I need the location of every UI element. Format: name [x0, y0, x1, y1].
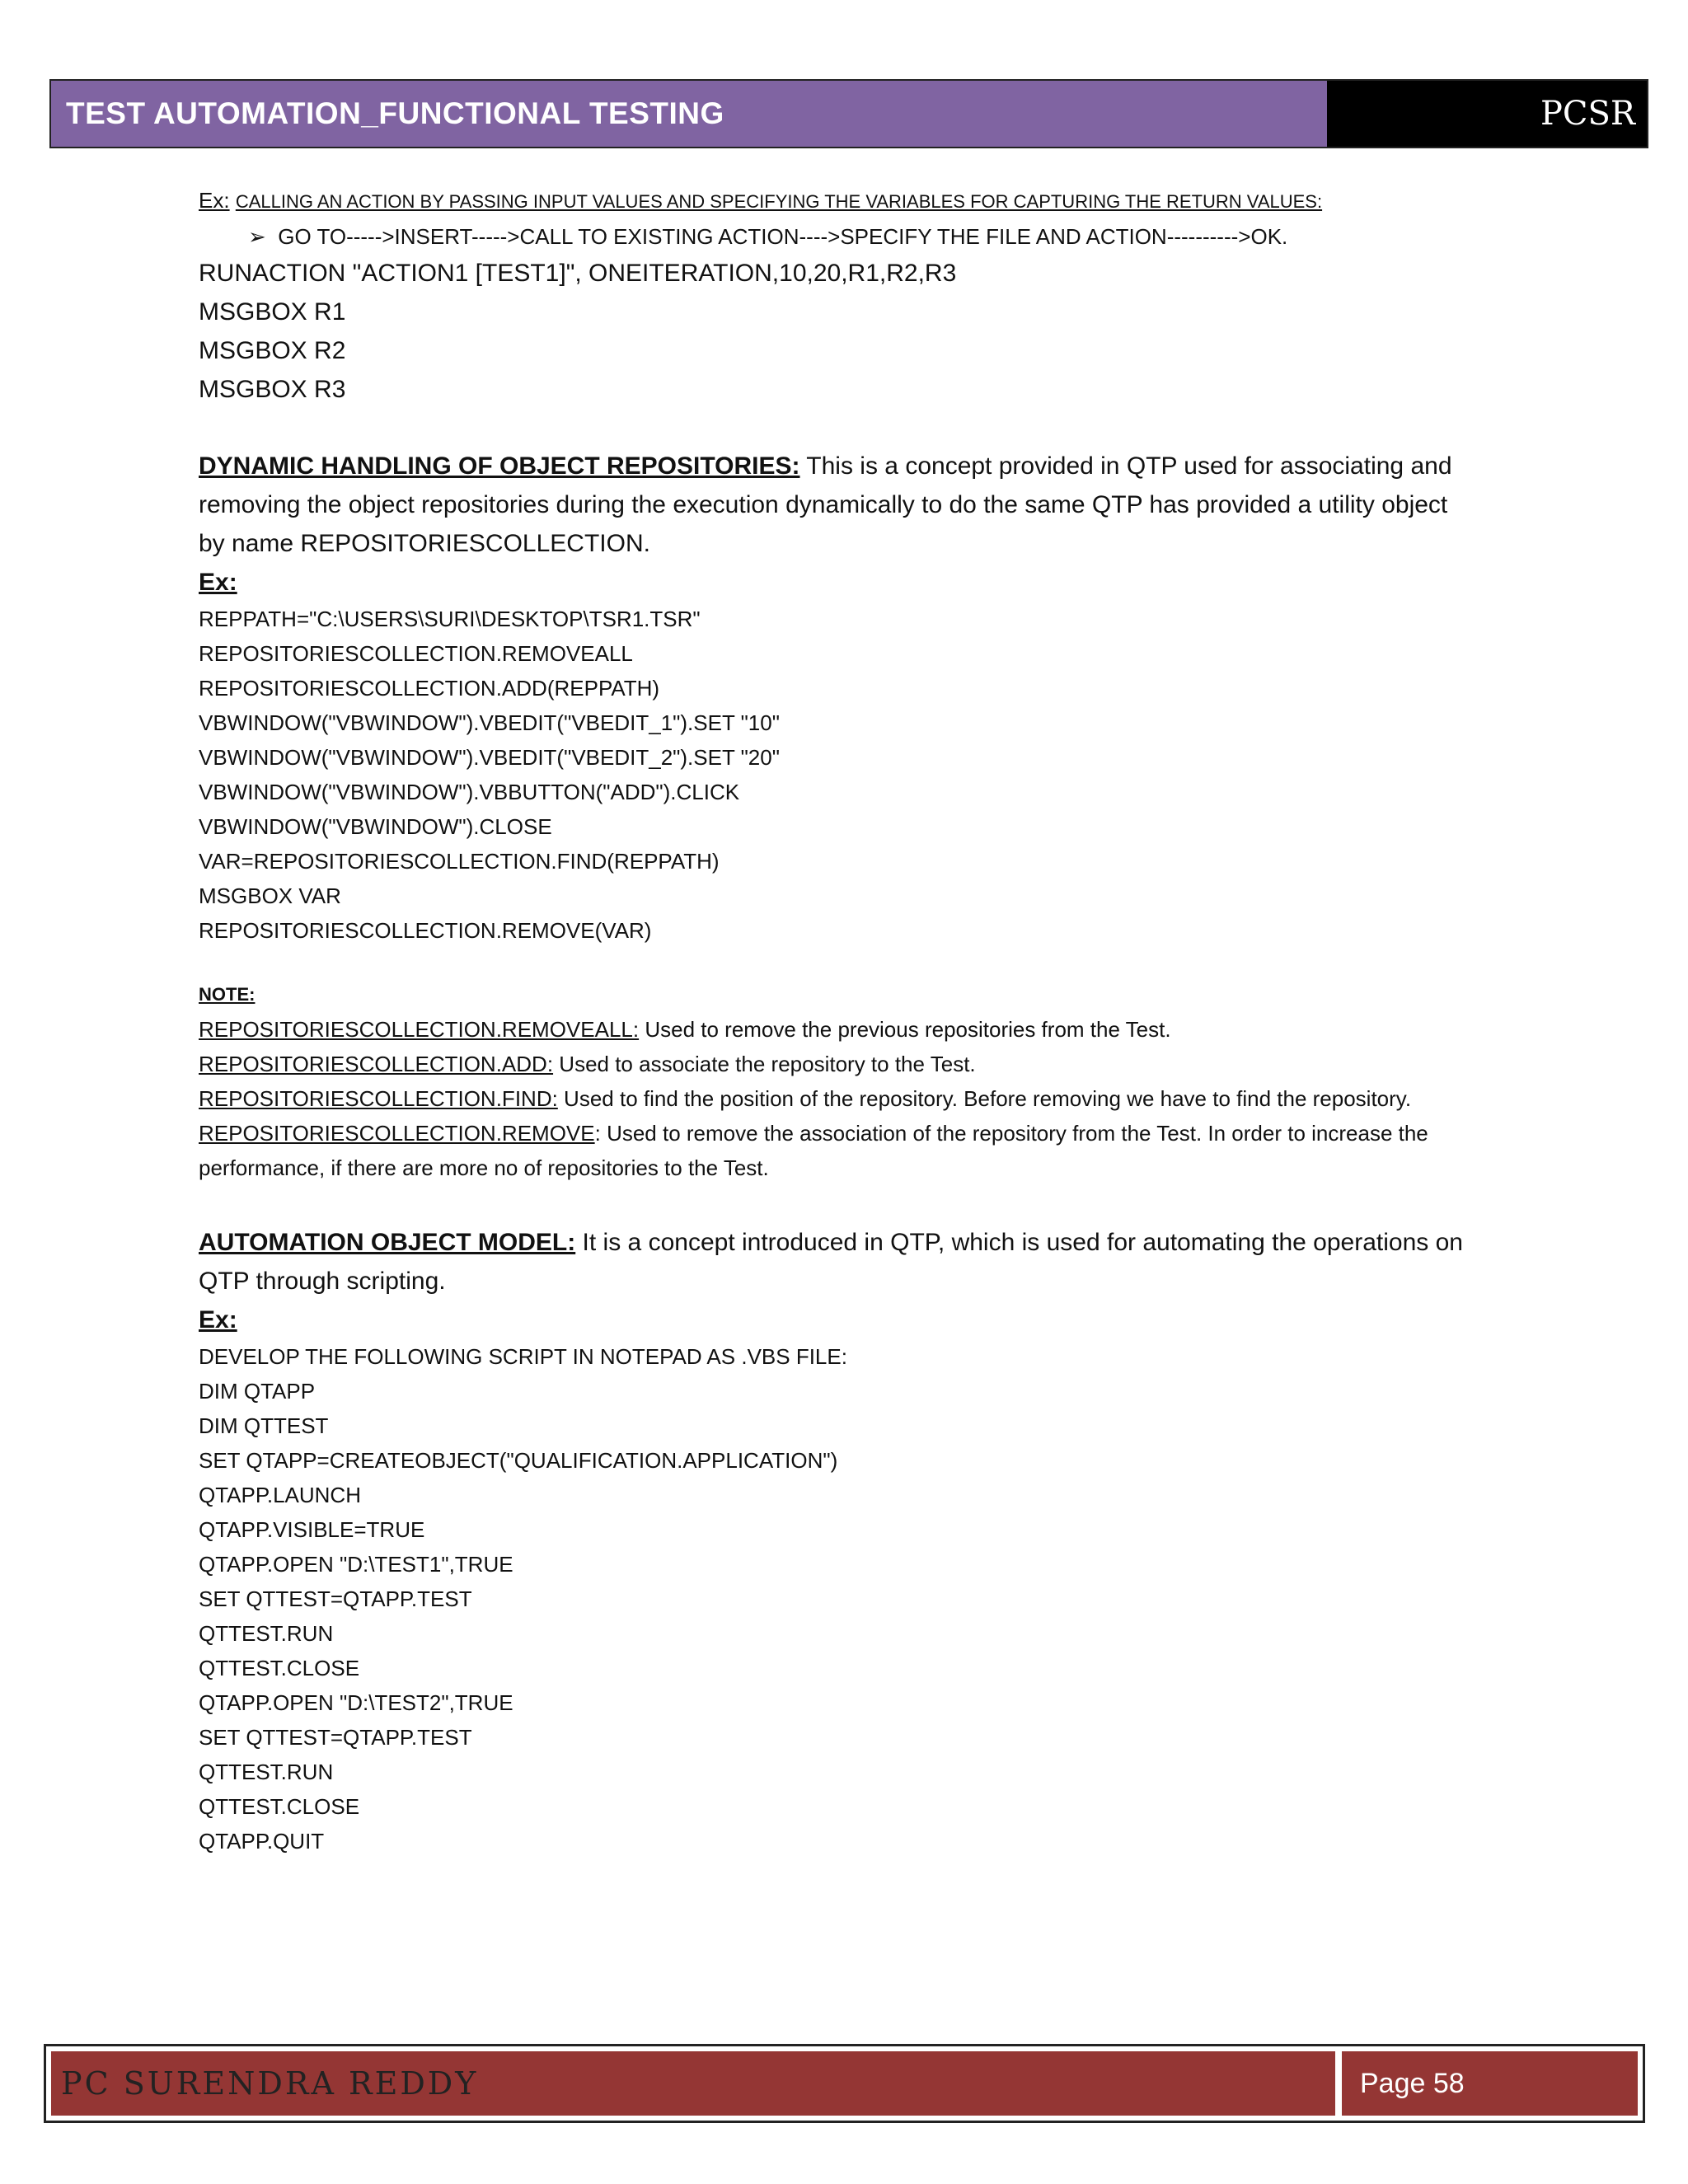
code-line: QTAPP.OPEN "D:\TEST1",TRUE [199, 1552, 513, 1577]
bullet-item [199, 219, 1517, 254]
section-intro: QTP through scripting. [199, 1268, 446, 1295]
code-line: QTTEST.CLOSE [199, 1794, 360, 1819]
section-heading: DYNAMIC HANDLING OF OBJECT REPOSITORIES: [199, 452, 800, 480]
section-dynamic-repositories [199, 447, 1517, 602]
bullet-text: GO TO----->INSERT----->CALL TO EXISTING ACTION---->SPECIFY THE FILE AND ACTION---------->OK. [278, 224, 1288, 249]
note-term: REPOSITORIESCOLLECTION.REMOVEALL: [199, 1017, 640, 1042]
code-line: DIM QTTEST [199, 1413, 329, 1438]
note-desc: Used to remove the previous repositories from the Test. [639, 1017, 1171, 1042]
code-line: REPOSITORIESCOLLECTION.REMOVEALL [199, 641, 633, 666]
section-intro: It is a concept introduced in QTP, which is used for automating the operations on [575, 1229, 1463, 1256]
code-line: REPOSITORIESCOLLECTION.ADD(REPPATH) [199, 676, 660, 701]
code-line: SET QTTEST=QTAPP.TEST [199, 1725, 472, 1750]
code-line: MSGBOX VAR [199, 883, 341, 908]
page-content [199, 183, 1517, 1858]
page-header [49, 79, 1648, 148]
code-line: QTTEST.RUN [199, 1621, 334, 1646]
code-line: QTAPP.OPEN "D:\TEST2",TRUE [199, 1690, 513, 1715]
code-line: SET QTTEST=QTAPP.TEST [199, 1586, 472, 1611]
code-line: MSGBOX R3 [199, 376, 346, 403]
ex-title: CALLING AN ACTION BY PASSING INPUT VALUES AND SPECIFYING THE VARIABLES FOR CAPTURING THE RETURN VALUES: [235, 191, 1323, 212]
header-tag: PCSR [1327, 81, 1647, 147]
note-tail: performance, if there are more no of repositories to the Test. [199, 1155, 769, 1180]
code-line: REPOSITORIESCOLLECTION.REMOVE(VAR) [199, 918, 652, 943]
note-desc: : Used to remove the association of the repository from the Test. In order to increase the [594, 1121, 1428, 1146]
page-number: Page 58 [1342, 2051, 1638, 2116]
note-block [199, 977, 1517, 1185]
note-term: REPOSITORIESCOLLECTION.REMOVE [199, 1121, 595, 1146]
section-heading: AUTOMATION OBJECT MODEL: [199, 1229, 576, 1256]
code-line: VBWINDOW("VBWINDOW").CLOSE [199, 814, 552, 839]
section-intro: by name REPOSITORIESCOLLECTION. [199, 530, 650, 557]
code-block-3 [199, 1339, 1517, 1858]
ex-label: Ex: [199, 188, 230, 213]
code-line: QTAPP.LAUNCH [199, 1483, 361, 1507]
code-line: QTAPP.QUIT [199, 1829, 325, 1854]
code-line: MSGBOX R2 [199, 337, 346, 364]
code-line: QTTEST.RUN [199, 1760, 334, 1784]
ex-heading [199, 183, 1517, 219]
code-line: RUNACTION "ACTION1 [TEST1]", ONEITERATION,10,20,R1,R2,R3 [199, 260, 957, 287]
section-automation-object-model [199, 1223, 1517, 1339]
header-title: TEST AUTOMATION_FUNCTIONAL TESTING [51, 81, 1327, 147]
page-footer [44, 2044, 1645, 2123]
code-line: SET QTAPP=CREATEOBJECT("QUALIFICATION.APPLICATION") [199, 1448, 838, 1473]
note-term: REPOSITORIESCOLLECTION.ADD: [199, 1052, 554, 1076]
code-line: DIM QTAPP [199, 1379, 316, 1404]
note-label: NOTE: [199, 984, 256, 1005]
section-intro: removing the object repositories during the execution dynamically to do the same QTP has provided a utility object [199, 491, 1448, 518]
code-block-2 [199, 602, 1517, 948]
code-line: VBWINDOW("VBWINDOW").VBEDIT("VBEDIT_1").SET "10" [199, 710, 780, 735]
code-line: DEVELOP THE FOLLOWING SCRIPT IN NOTEPAD AS .VBS FILE: [199, 1344, 847, 1369]
footer-author: PC SURENDRA REDDY [51, 2051, 1335, 2116]
ex-label: Ex: [199, 569, 237, 596]
code-line: QTTEST.CLOSE [199, 1656, 360, 1680]
code-line: VAR=REPOSITORIESCOLLECTION.FIND(REPPATH) [199, 849, 720, 874]
code-line: MSGBOX R1 [199, 298, 346, 326]
section-intro: This is a concept provided in QTP used for associating and [799, 452, 1452, 480]
code-block-1 [199, 254, 1517, 409]
bullet-arrow-icon: ➢ [248, 224, 266, 249]
ex-label: Ex: [199, 1306, 237, 1333]
code-line: QTAPP.VISIBLE=TRUE [199, 1517, 425, 1542]
note-desc: Used to find the position of the repository. Before removing we have to find the repository. [557, 1086, 1412, 1111]
code-line: VBWINDOW("VBWINDOW").VBEDIT("VBEDIT_2").SET "20" [199, 745, 780, 770]
code-line: REPPATH="C:\USERS\SURI\DESKTOP\TSR1.TSR" [199, 607, 701, 631]
code-line: VBWINDOW("VBWINDOW").VBBUTTON("ADD").CLICK [199, 780, 740, 804]
note-desc: Used to associate the repository to the Test. [553, 1052, 976, 1076]
note-term: REPOSITORIESCOLLECTION.FIND: [199, 1086, 558, 1111]
